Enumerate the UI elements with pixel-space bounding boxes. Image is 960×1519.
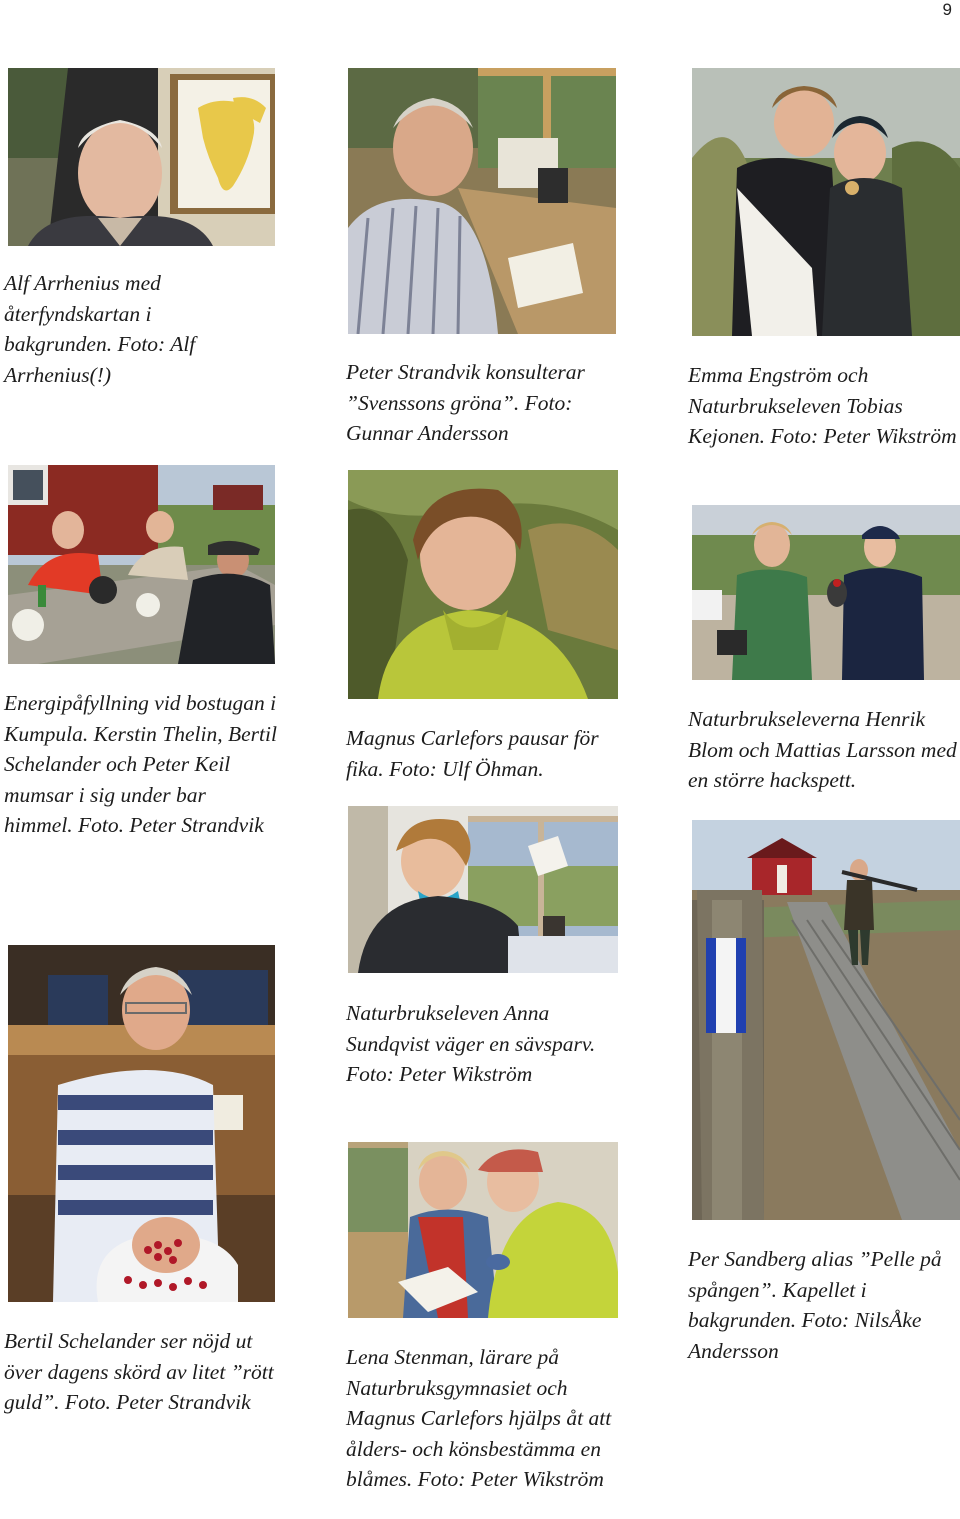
photo-lena-magnus [348, 1142, 618, 1318]
caption-peter-strandvik-desk: Peter Strandvik konsulterar ”Svenssons gröna”. Foto: Gunnar Andersson [346, 360, 585, 445]
photo-anna-sundqvist [348, 806, 618, 973]
caption-alf-arrhenius: Alf Arrhenius med återfyndskartan i bakgrunden. Foto: Alf Arrhenius(!) [4, 271, 196, 387]
caption-lena-magnus: Lena Stenman, lärare på Naturbruksgymnasiet och Magnus Carlefors hjälps åt att ålders- och könsbestämma en blåmes. Foto: Peter Wikström [346, 1345, 612, 1491]
photo-bertil-schelander [8, 945, 275, 1302]
caption-per-sandberg: Per Sandberg alias ”Pelle på spången”. Kapellet i bakgrunden. Foto: NilsÅke Andersson [688, 1247, 942, 1363]
caption-anna-sundqvist: Naturbrukseleven Anna Sundqvist väger en sävsparv. Foto: Peter Wikström [346, 1001, 596, 1086]
photo-peter-strandvik-desk [348, 68, 616, 334]
photo-alf-arrhenius [8, 68, 275, 246]
caption-magnus-carlefors: Magnus Carlefors pausar för fika. Foto: Ulf Öhman. [346, 726, 599, 781]
photo-magnus-carlefors [348, 470, 618, 699]
caption-henrik-mattias: Naturbrukseleverna Henrik Blom och Mattias Larsson med en större hackspett. [688, 707, 957, 792]
caption-energipafyllning: Energipåfyllning vid bostugan i Kumpula. Kerstin Thelin, Bertil Schelander och Peter Keil mumsar i sig under bar himmel. Foto. Peter Strandvik [4, 691, 277, 837]
photo-emma-tobias [692, 68, 960, 336]
caption-emma-tobias: Emma Engström och Naturbrukseleven Tobias Kejonen. Foto: Peter Wikström [688, 363, 957, 448]
photo-henrik-mattias [692, 505, 960, 680]
photo-per-sandberg [692, 820, 960, 1220]
page-number: 9 [942, 0, 952, 19]
caption-bertil-schelander: Bertil Schelander ser nöjd ut över dagens skörd av litet ”rött guld”. Foto. Peter Strandvik [4, 1329, 274, 1414]
photo-energipafyllning [8, 465, 275, 664]
